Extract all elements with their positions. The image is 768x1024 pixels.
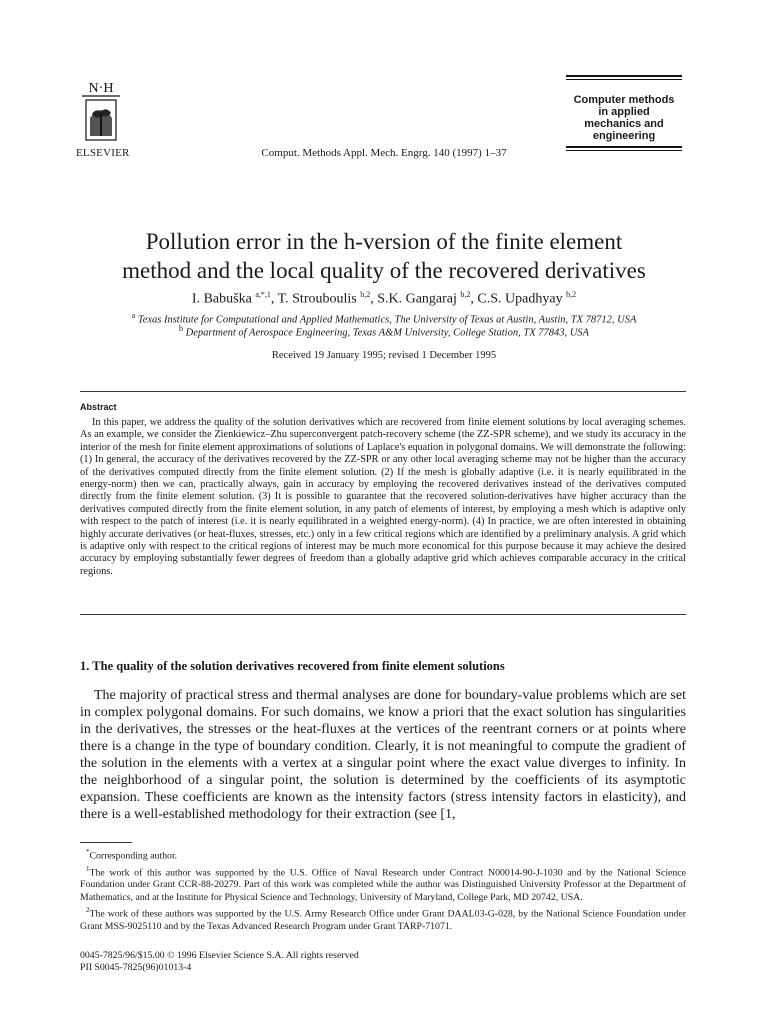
- journal-title-line: in applied: [598, 106, 650, 118]
- author-name: T. Strouboulis: [277, 291, 357, 307]
- author-affil-mark: a,*,1: [255, 290, 271, 299]
- journal-title-line: mechanics and: [584, 118, 664, 130]
- masthead-rule: [566, 150, 682, 151]
- abstract-top-rule: [80, 391, 686, 392]
- footnotes: [80, 846, 686, 933]
- footnote-mark: *: [86, 848, 90, 856]
- title-line: method and the local quality of the recovered derivatives: [122, 258, 646, 283]
- footnote-rule: [80, 842, 132, 843]
- affiliation-text: Texas Institute for Computational and Applied Mathematics, The University of Texas at Austin, Austin, TX 78712, USA: [137, 314, 637, 326]
- author-name: C.S. Upadhyay: [477, 291, 563, 307]
- masthead-rule: [566, 75, 682, 77]
- publisher-name: ELSEVIER: [76, 147, 130, 159]
- journal-masthead: [566, 75, 682, 151]
- copyright-block: [80, 950, 359, 975]
- author-affil-mark: b,2: [360, 290, 371, 299]
- abstract-text: In this paper, we address the quality of the solution derivatives which are recovered from finite element solutions by local averaging schemes. As an example, we consider the Zienkiewicz–Zhu superconvergent patch-recovery scheme (the ZZ-SPR scheme), and we study its accuracy in the interior of the mesh for finite element approximations of solutions of Laplace's equation in polygonal domains. We will demonstrate the following: (1) In general, the accuracy of the derivatives recovered by the ZZ-SPR or any other local averaging scheme may not be higher than the accuracy of the derivatives computed directly from the finite element solution. (2) If the mesh is globally adaptive (i.e. it is nearly equilibrated in the energy-norm) then we can, practically always, gain in accuracy by employing the recovered derivatives instead of the derivatives computed directly from the finite element solution. (3) It is possible to guarantee that the recovered solution-derivatives have higher accuracy than the derivatives computed directly from the finite element solution, in any patch of elements of interest, by employing a mesh which is adaptive only with respect to the patch of interest (i.e. it is nearly equilibrated in a weighted energy-norm). (4) In practice, we are often interested in obtaining highly accurate derivatives (or heat-fluxes, stresses, etc.) only in a few critical regions which are identified by a preliminary analysis. A grid which is adaptive only with respect to the critical regions of interest may be much more economical for this purpose because it may achieve the desired accuracy by employing substantially fewer degrees of freedom than a globally adaptive grid which achieves comparable accuracy in the critical regions.: [80, 417, 686, 577]
- received-dates: Received 19 January 1995; revised 1 December 1995: [271, 350, 497, 361]
- elsevier-tree-icon: [78, 78, 124, 144]
- footnote-corresponding: [80, 846, 686, 863]
- affiliation-mark: a: [131, 311, 136, 320]
- section-body: [80, 687, 686, 823]
- footnote-mark: 1: [86, 864, 90, 873]
- footnote-text: The work of this author was supported by the U.S. Office of Naval Research under Contract N00014-90-J-1030 and by the National Science Foundation under Grant CCR-88-20279. Part of this work was completed while the author was Distinguished University Professor at the Department of Mathematics, and at the Institute for Physical Science and Technology, University of Maryland, College Park, MD 20742, USA.: [80, 866, 686, 903]
- abstract-heading: Abstract: [80, 402, 117, 412]
- footnote-text: The work of these authors was supported by the U.S. Army Research Office under Grant DAAL03-G-028, by the National Science Foundation under Grant MSS-9025110 and by the Texas Advanced Research Program under Grant TARP-71071.: [80, 908, 686, 932]
- copyright-line: 0045-7825/96/$15.00 © 1996 Elsevier Science S.A. All rights reserved: [80, 950, 359, 961]
- author-list: I. Babuška $^{a,*,1}$, T. Strouboulis $^{b,2}$, S.K. Gangaraj $^{b,2}$, C.S. Upadhyay $^{b,2}$: [191, 290, 577, 307]
- author-affil-mark: b,2: [460, 290, 471, 299]
- author-affil-mark: b,2: [566, 290, 577, 299]
- author-name: I. Babuška: [191, 291, 252, 307]
- abstract-body: [80, 417, 686, 578]
- paper-title: [0, 227, 768, 285]
- masthead-rule: [566, 146, 682, 148]
- footnote-1: [80, 863, 686, 904]
- abstract-bottom-rule: [80, 614, 686, 615]
- journal-title-line: Computer methods: [573, 94, 675, 106]
- masthead-rule: [566, 79, 682, 80]
- affiliation-mark: b: [179, 324, 184, 333]
- pii-line: PII S0045-7825(96)01013-4: [80, 962, 192, 974]
- svg-text:N·H: N·H: [88, 81, 114, 96]
- author-name: S.K. Gangaraj: [377, 291, 457, 307]
- journal-title-line: engineering: [592, 130, 656, 142]
- affiliation-text: Department of Aerospace Engineering, Texas A&M University, College Station, TX 77843, USA: [185, 327, 589, 339]
- footnote-2: [80, 904, 686, 933]
- section-paragraph: The majority of practical stress and thermal analyses are done for boundary-value problems which are set in complex polygonal domains. For such domains, we know a priori that the exact solution has singularities in the derivatives, the stresses or the heat-fluxes at the vertices of the reentrant corners or at points where there is a change in the type of boundary condition. Clearly, it is not meaningful to compute the gradient of the solution in the elements with a vertex at a singular point where the exact value diverges to infinity. In the neighborhood of a singular point, the solution is determined by the coefficients of its asymptotic expansion. These coefficients are known as the intensity factors (stress intensity factors in elasticity), and there is a well-established methodology for their extraction (see [1,: [80, 688, 686, 822]
- affiliation: [0, 324, 768, 339]
- section-heading: 1. The quality of the solution derivatives recovered from finite element solutions: [80, 659, 505, 673]
- elsevier-logo: [78, 78, 124, 144]
- footnote-text: Corresponding author.: [89, 850, 178, 862]
- title-line: Pollution error in the h-version of the finite element: [145, 229, 623, 254]
- journal-citation: Comput. Methods Appl. Mech. Engrg. 140 (1997) 1–37: [261, 147, 507, 159]
- footnote-mark: 2: [86, 906, 90, 915]
